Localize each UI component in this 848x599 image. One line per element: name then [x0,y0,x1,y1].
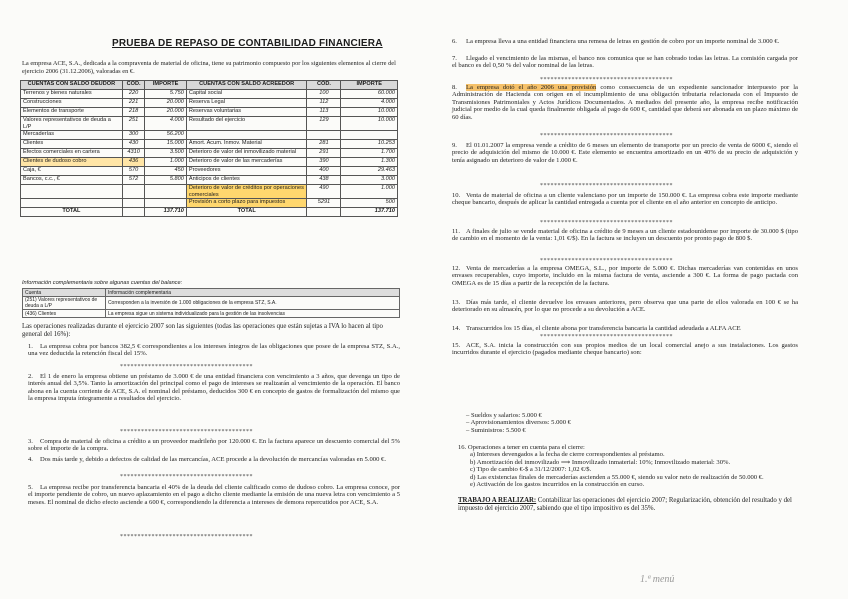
operation-text: A finales de julio se vende material de oficina a crédito de 9 meses a un cliente estadounidense por importe de 30.000 $ (tipo de cambio en el momento de la venta: 1,01 €/$). En la factura se incluyen un descuento por pronto pago de 800 $. [452,228,798,243]
debit-amount: 4.000 [145,117,186,131]
separator: ************************************** [540,77,673,83]
credit-code: 281 [307,140,341,149]
credit-amount: 3.000 [341,176,398,185]
page-title: PRUEBA DE REPASO DE CONTABILIDAD FINANCIERA [112,38,383,49]
credit-amount: 10.253 [341,140,398,149]
credit-code: 438 [307,176,341,185]
operation-item [452,265,798,287]
balance-header: IMPORTE [341,81,398,90]
credit-amount: 1.300 [341,158,398,167]
debit-account: Efectos comerciales en cartera [21,149,123,158]
debit-amount [145,199,186,208]
ops-intro: Las operaciones realizadas durante el ejercicio 2007 son las siguientes (todas las operaciones que están sujetas a IVA lo hacen al tipo general del 16%): [22,323,383,338]
credit-code: 390 [307,158,341,167]
balance-row [21,99,398,108]
debit-code [122,199,145,208]
separator: ************************************** [540,334,673,340]
trabajo-label: TRABAJO A REALIZAR: [458,497,537,504]
expense-item: – Suministros: 5.500 € [466,426,526,434]
balance-header-row [21,81,398,90]
debit-account: Bancos, c.c., € [21,176,123,185]
operation-item [452,55,798,70]
trabajo-text: Contabilizar las operaciones del ejercicio 2007; Regularización, obtención del resultado y del impuesto del ejercicio 2007, sabiendo que el tipo impositivo es del 35%. [458,497,792,512]
debit-code: 218 [122,108,145,117]
operation-item [28,343,400,358]
credit-amount: 10.000 [341,108,398,117]
debit-amount: 56.200 [145,131,186,140]
credit-code: 100 [307,90,341,99]
debit-code: 300 [122,131,145,140]
operation-text: La empresa cobra por bancos 382,5 € correspondientes a los intereses íntegros de las obligaciones que posee de la empresa STZ, S.A., una vez deducida la retención fiscal del 15%. [28,343,400,358]
operation-text: Dos más tarde y, debido a defectos de calidad de las mercancías, ACE procede a la devolución de mercancías valoradas en 5.000 €. [40,456,386,463]
balance-row [21,185,398,199]
total-debit: 137.710 [145,208,186,217]
intro-text: La empresa ACE, S.A., dedicada a la compraventa de material de oficina, tiene su patrimonio compuesto por los siguientes elementos al cierre del ejercicio 2006 (31.12.2006), valoradas en €. [22,60,396,75]
operation-item [28,484,400,506]
balance-row [21,176,398,185]
debit-amount: 1.000 [145,158,186,167]
operation-item [452,192,798,207]
info-table [22,288,400,318]
credit-amount [341,131,398,140]
operation-number: 15. [452,342,461,349]
expense-text: Aprovisionamientos diversos: 5.000 € [470,419,571,427]
debit-account [21,199,123,208]
item15-list [466,412,796,434]
operation-text: La empresa recibe por transferencia bancaria el 40% de la deuda del cliente calificado como de dudoso cobro. La empresa conoce, por el importe pendiente de cobro, un nuevo aplazamiento en el pago a dicho cliente mediante la emisión de una nueva letra con vencimiento a 5 meses. El nominal de dicho efecto asciende a 600 €, correspondiendo la diferencia a intereses de demora repercutidos por ACE, S.A. [28,484,400,506]
closing-item: d) Las existencias finales de mercaderías ascienden a 55.000 €, siendo su valor neto de realización de 50.000 €. [470,473,764,481]
credit-amount: 60.000 [341,90,398,99]
info-detail: Corresponden a la inversión de 1.000 obligaciones de la empresa STZ, S.A. [105,297,399,310]
expense-item: – Sueldos y salarios: 5.000 € [466,412,542,419]
info-header: Información complementaria [105,289,399,297]
debit-account: Terrenos y bienes naturales [21,90,123,99]
operation-text: Transcurridos los 15 días, el cliente abona por transferencia bancaria la cantidad adeudada a ALFA ACE [466,325,741,332]
debit-code: 436 [122,158,145,167]
separator: ************************************** [120,364,253,370]
separator: ************************************** [540,220,673,226]
operation-number: 3. [28,438,33,445]
operation-text: La empresa lleva a una entidad financiera una remesa de letras en gestión de cobro por un importe nominal de 3.000 €. [466,38,780,45]
credit-code: 113 [307,108,341,117]
credit-account: Reservas voluntarias [186,108,307,117]
operation-item [452,38,798,45]
operation-item [452,325,798,332]
debit-amount: 15.000 [145,140,186,149]
info-title: Información complementaria sobre algunas cuentas del balance: [22,280,183,286]
debit-account: Clientes [21,140,123,149]
credit-code: 5291 [307,199,341,208]
credit-amount: 29.463 [341,167,398,176]
credit-account: Provisión a corto plazo para impuestos [186,199,307,208]
debit-amount: 20.000 [145,99,186,108]
separator: ************************************** [540,258,673,264]
debit-account: Caja, € [21,167,123,176]
info-row [23,297,400,310]
debit-account: Mercaderías [21,131,123,140]
item16 [458,444,798,488]
info-account: (436) Clientes [23,310,106,318]
operation-text: Días más tarde, el cliente devuelve los envases anteriores, pero observa que una parte de ellos valorada en 100 € se ha deteriorado en su almacén, por lo que no procede a su devolución a ACE. [452,299,798,314]
balance-row [21,131,398,140]
debit-account: Elementos de transporte [21,108,123,117]
debit-amount: 3.500 [145,149,186,158]
operation-number: 10. [452,192,461,199]
operation-number: 8. [452,84,457,91]
operation-number: 9. [452,142,457,149]
operation-number: 12. [452,265,461,272]
debit-code: 4310 [122,149,145,158]
credit-amount: 1.000 [341,185,398,199]
separator: ************************************** [120,429,253,435]
balance-row [21,158,398,167]
balance-header: CUENTAS CON SALDO ACREEDOR [186,81,307,90]
balance-row [21,108,398,117]
debit-amount [145,185,186,199]
operation-item [452,228,798,243]
credit-account: Deterioro de valor de créditos por operaciones comerciales [186,185,307,199]
debit-amount: 5.800 [145,176,186,185]
credit-code: 291 [307,149,341,158]
operation-item [28,373,400,403]
operation-number: 1. [28,343,33,350]
total-label: TOTAL [21,208,123,217]
operation-item [452,299,798,314]
separator: ************************************** [120,474,253,480]
separator: ************************************** [120,534,253,540]
separator: ************************************** [540,183,673,189]
credit-code: 400 [307,167,341,176]
handwritten-note: 1.ª menú [640,574,675,585]
closing-item: b) Amortización del inmovilizado ⟹ Inmovilizado inmaterial: 10%; Inmovilizado material: 30%. [470,458,731,466]
debit-code: 221 [122,99,145,108]
debit-amount: 5.750 [145,90,186,99]
credit-code: 490 [307,185,341,199]
balance-row [21,149,398,158]
balance-row [21,199,398,208]
operation-text: Venta de material de oficina a un cliente valenciano por un importe de 150.000 €. La empresa cobra este importe mediante cheque bancario, después de aplicar la cantidad entregada a cuenta por el cliente en el año anterior en concepto de anticipo. [452,192,798,207]
credit-code: 112 [307,99,341,108]
credit-account: Capital social [186,90,307,99]
info-detail: La empresa sigue un sistema individualizado para la gestión de las insolvencias [105,310,399,318]
credit-code: 129 [307,117,341,131]
operation-number: 13. [452,299,461,306]
balance-row [21,167,398,176]
debit-code: 570 [122,167,145,176]
operation-text: Venta de mercaderías a la empresa OMEGA, S.L., por importe de 5.000 €. Dichas mercaderías van contenidas en unos envases recuperables, cuyo importe, incluido en la misma factura de venta, asciende a 300 €. La forma de pago pactada con OMEGA es de 15 días a partir de la recepción de la factura. [452,265,798,287]
operation-number: 4. [28,456,33,463]
expense-item: – Aprovisionamientos diversos: 5.000 € [466,419,571,427]
trabajo-block [458,497,798,512]
balance-row [21,140,398,149]
closing-item: c) Tipo de cambio €-$ a 31/12/2007: 1,02 €/$. [470,466,592,474]
expense-text: Sueldos y salarios: 5.000 € [470,412,542,419]
closing-item: a) Intereses devengados a la fecha de cierre correspondientes al préstamo. [470,451,665,459]
total-label: TOTAL [186,208,307,217]
operation-item [452,84,798,121]
operation-number: 11. [452,228,460,235]
item16-title: 16. Operaciones a tener en cuenta para el cierre: [458,444,585,451]
empty-cell [122,208,145,217]
operation-text: El 1 de enero la empresa obtiene un préstamo de 3.000 € de una entidad financiera con vencimiento a 3 años, que devenga un tipo de interés anual del 3,5%. Tanto la amortización del principal como el pago de intereses se realizarán al vencimiento de la operación. El banco abona en la cuenta corriente de ACE, S.A. el nominal del préstamo, deducidos 300 € en concepto de gastos de formalización del mismo que la empresa imputa íntegramente a resultados del ejercicio. [28,373,400,403]
balance-row [21,117,398,131]
credit-code [307,131,341,140]
operation-number: 7. [452,55,457,62]
operation-number: 6. [452,38,457,45]
debit-code: 220 [122,90,145,99]
credit-account: Reserva Legal [186,99,307,108]
balance-header: IMPORTE [145,81,186,90]
operation-text: Llegado el vencimiento de las mismas, el banco nos comunica que se han cobrado todas las letras. La comisión cargada por el banco es del 0,50 % del valor nominal de las letras. [452,55,798,70]
operation-number: 14. [452,325,461,332]
operation-text: El 01.01.2007 la empresa vende a crédito de 6 meses un elemento de transporte por un precio de venta de 6000 €, siendo el precio de adquisición del mismo de 10.000 €. Este elemento se encuentra amortizado en un 40% de su precio de adquisición y tenía asignado un deterioro de valor de 1.000 €. [452,142,798,164]
balance-row [21,90,398,99]
operation-item [452,142,798,164]
info-row [23,310,400,318]
debit-code: 251 [122,117,145,131]
empty-cell [307,208,341,217]
debit-code: 430 [122,140,145,149]
item16-list [458,451,798,488]
operation-text: ACE, S.A. inicia la construcción con sus propios medios de un local comercial anejo a sus instalaciones. Los gastos incurridos durante el ejercicio (pagados mediante cheque bancario) son: [452,342,798,357]
debit-account [21,185,123,199]
credit-account [186,131,307,140]
balance-header: CUENTAS CON SALDO DEUDOR [21,81,123,90]
closing-item: e) Activación de los gastos incurridos en la construcción en curso. [470,481,645,489]
expense-text: Suministros: 5.500 € [470,426,526,434]
total-credit: 137.710 [341,208,398,217]
info-header: Cuenta [23,289,106,297]
operation-item [28,438,400,453]
operation-number: 5. [28,484,33,491]
debit-account: Construcciones [21,99,123,108]
operation-item [28,456,400,463]
operation-text: como consecuencia de un expediente sancionador interpuesto por la Administración de Hacienda con origen en el incumplimiento de una obligación tributaria relacionada con el Impuesto de Transmisiones Patrimoniales y Actos Jurídicos Documentados. A mediados del presente año, la empresa recibe notificación judicial por medio de la cual queda finalmente obligada al pago de 600 €, cantidad que deberá ser abonada en un plazo máximo de 60 días. [452,84,798,121]
highlighted-text: La empresa dotó el año 2006 una provisión [466,84,597,91]
separator: ************************************** [540,133,673,139]
credit-account: Resultado del ejercicio [186,117,307,131]
balance-header: CÓD. [307,81,341,90]
operation-number: 2. [28,373,33,380]
debit-amount: 20.000 [145,108,186,117]
debit-account: Clientes de dudoso cobro [21,158,123,167]
balance-header: CÓD. [122,81,145,90]
balance-table [20,80,398,217]
credit-account: Anticipos de clientes [186,176,307,185]
credit-amount: 500 [341,199,398,208]
info-account: (251) Valores representativos de deuda a L/P [23,297,106,310]
credit-amount: 4.000 [341,99,398,108]
operation-item [452,342,798,357]
debit-amount: 450 [145,167,186,176]
balance-total-row [21,208,398,217]
credit-account: Amort. Acum. Inmov. Material [186,140,307,149]
debit-account: Valores representativos de deuda a L/P [21,117,123,131]
debit-code [122,185,145,199]
credit-amount: 10.000 [341,117,398,131]
credit-account: Deterioro de valor de las mercaderías [186,158,307,167]
debit-code: 572 [122,176,145,185]
operation-text: Compra de material de oficina a crédito a un proveedor madrileño por 120.000 €. En la factura aparece un descuento comercial del 5% sobre el importe de la compra. [28,438,400,453]
credit-amount: 1.700 [341,149,398,158]
credit-account: Proveedores [186,167,307,176]
credit-account: Deterioro de valor del inmovilizado material [186,149,307,158]
